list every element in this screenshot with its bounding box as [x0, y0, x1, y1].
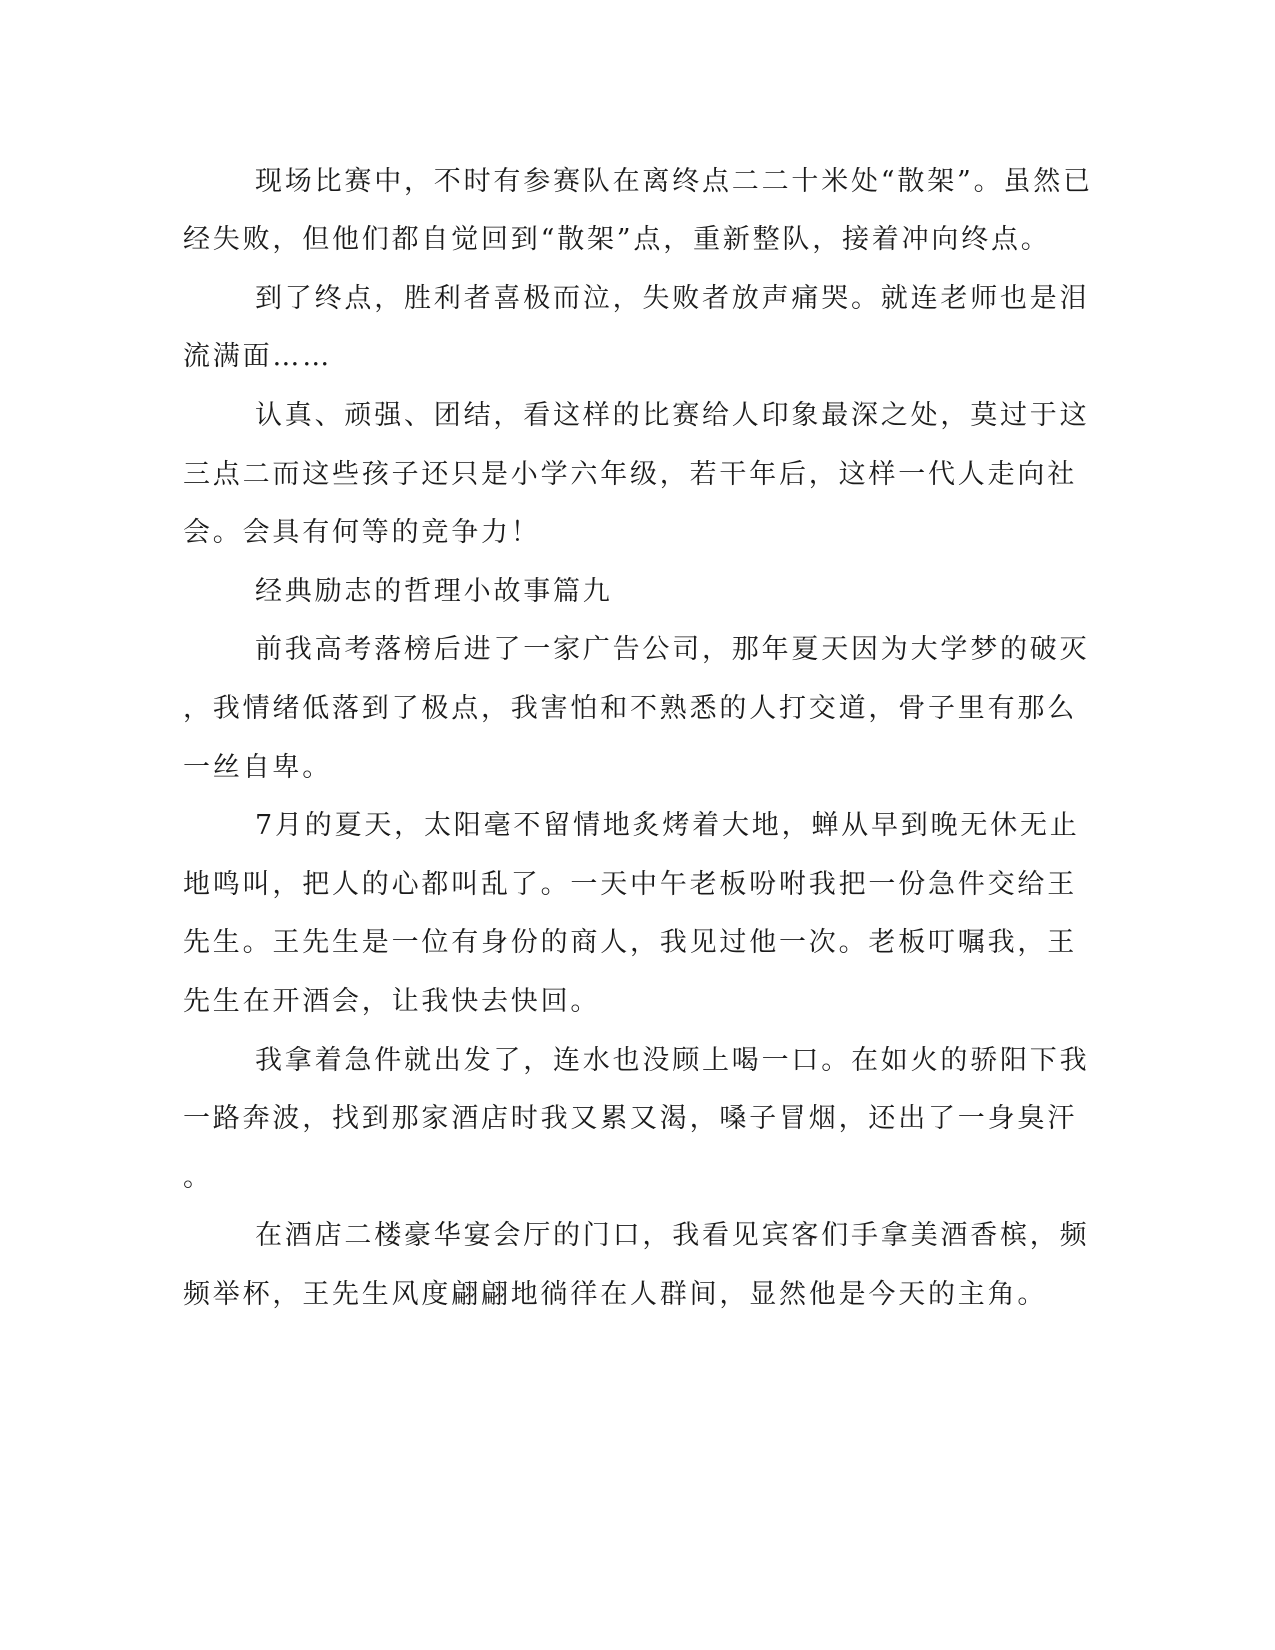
text-line: 会。会具有何等的竞争力！ [183, 517, 541, 548]
text-line: 。 [183, 1162, 213, 1193]
text-line: 在酒店二楼豪华宴会厅的门口，我看见宾客们手拿美酒香槟，频 [255, 1220, 1090, 1251]
text-line: 先生。王先生是一位有身份的商人，我见过他一次。老板叮嘱我，王 [183, 927, 1077, 958]
text-line: 现场比赛中，不时有参赛队在离终点二二十米处“散架”。虽然已 [255, 166, 1093, 197]
text-line: 频举杯，王先生风度翩翩地徜徉在人群间，显然他是今天的主角。 [183, 1279, 1048, 1310]
text-line: 地鸣叫，把人的心都叫乱了。一天中午老板吩咐我把一份急件交给王 [183, 869, 1077, 900]
text-line: 三点二而这些孩子还只是小学六年级，若干年后，这样一代人走向社 [183, 459, 1077, 490]
text-line: 流满面…… [183, 341, 332, 372]
section-heading: 经典励志的哲理小故事篇九 [255, 576, 613, 607]
text-line: 认真、顽强、团结，看这样的比赛给人印象最深之处，莫过于这 [255, 400, 1090, 431]
text-line: 到了终点，胜利者喜极而泣，失败者放声痛哭。就连老师也是泪 [255, 283, 1090, 314]
text-line: ，我情绪低落到了极点，我害怕和不熟悉的人打交道，骨子里有那么 [183, 693, 1077, 724]
text-line: 前我高考落榜后进了一家广告公司，那年夏天因为大学梦的破灭 [255, 634, 1090, 665]
text-line: 一路奔波，找到那家酒店时我又累又渴，嗓子冒烟，还出了一身臭汗 [183, 1103, 1077, 1134]
text-line: 经失败，但他们都自觉回到“散架”点，重新整队，接着冲向终点。 [183, 224, 1051, 255]
text-line: 一丝自卑。 [183, 752, 332, 783]
text-line: 7月的夏天，太阳毫不留情地炙烤着大地，蝉从早到晚无休无止 [255, 810, 1080, 841]
text-line: 先生在开酒会，让我快去快回。 [183, 986, 601, 1017]
text-line: 我拿着急件就出发了，连水也没顾上喝一口。在如火的骄阳下我 [255, 1045, 1090, 1076]
